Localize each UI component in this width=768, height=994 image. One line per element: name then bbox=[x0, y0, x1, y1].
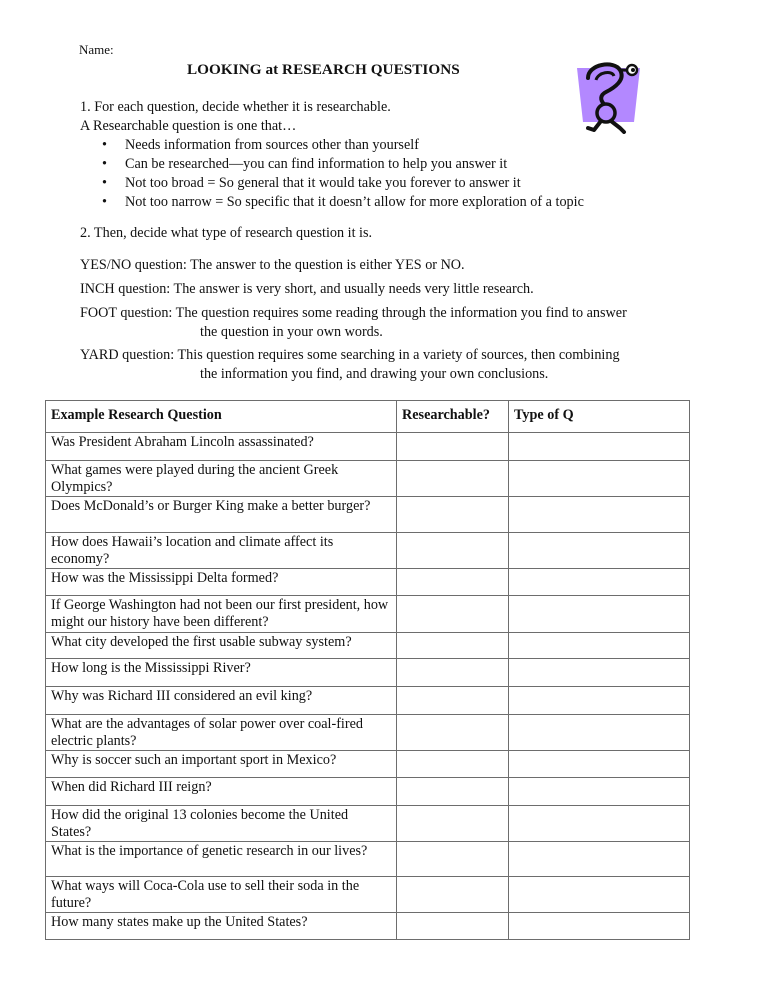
type-description: The answer to the question is either YES or NO. bbox=[190, 257, 465, 273]
researchable-answer-cell[interactable] bbox=[397, 497, 509, 533]
type-answer-cell[interactable] bbox=[509, 842, 690, 877]
type-answer-cell[interactable] bbox=[509, 497, 690, 533]
question-cell: When did Richard III reign? bbox=[46, 778, 397, 806]
list-item: • Needs information from sources other than yourself bbox=[102, 137, 419, 153]
question-cell: Why was Richard III considered an evil king? bbox=[46, 687, 397, 715]
bullet-icon: • bbox=[102, 194, 107, 210]
column-header-question: Example Research Question bbox=[46, 401, 397, 433]
type-label: YARD question: bbox=[80, 347, 175, 363]
table-row bbox=[46, 778, 690, 806]
type-definition-inch bbox=[80, 280, 680, 299]
type-label: INCH question: bbox=[80, 281, 171, 297]
bullet-icon: • bbox=[102, 156, 107, 172]
question-cell: Does McDonald’s or Burger King make a better burger? bbox=[46, 497, 397, 533]
researchable-answer-cell[interactable] bbox=[397, 806, 509, 842]
type-answer-cell[interactable] bbox=[509, 659, 690, 687]
table-row bbox=[46, 687, 690, 715]
question-cell: What games were played during the ancient Greek Olympics? bbox=[46, 461, 397, 497]
researchable-answer-cell[interactable] bbox=[397, 633, 509, 659]
table-row bbox=[46, 569, 690, 596]
list-item: • Not too broad = So general that it would take you forever to answer it bbox=[102, 175, 521, 191]
list-item: • Not too narrow = So specific that it doesn’t allow for more exploration of a topic bbox=[102, 194, 584, 210]
table-row bbox=[46, 806, 690, 842]
type-answer-cell[interactable] bbox=[509, 687, 690, 715]
researchable-answer-cell[interactable] bbox=[397, 751, 509, 778]
table-row bbox=[46, 497, 690, 533]
type-answer-cell[interactable] bbox=[509, 569, 690, 596]
researchable-answer-cell[interactable] bbox=[397, 842, 509, 877]
type-answer-cell[interactable] bbox=[509, 715, 690, 751]
question-cell: Why is soccer such an important sport in Mexico? bbox=[46, 751, 397, 778]
question-cell: How was the Mississippi Delta formed? bbox=[46, 569, 397, 596]
type-answer-cell[interactable] bbox=[509, 461, 690, 497]
type-description: The answer is very short, and usually needs very little research. bbox=[173, 281, 534, 297]
bullet-icon: • bbox=[102, 175, 107, 191]
type-answer-cell[interactable] bbox=[509, 433, 690, 461]
researchable-answer-cell[interactable] bbox=[397, 533, 509, 569]
table-row bbox=[46, 913, 690, 940]
question-cell: How many states make up the United States? bbox=[46, 913, 397, 940]
researchable-answer-cell[interactable] bbox=[397, 461, 509, 497]
table-row bbox=[46, 751, 690, 778]
question-mark-character-icon bbox=[574, 58, 644, 134]
type-description: This question requires some searching in a variety of sources, then combining bbox=[177, 347, 620, 363]
question-cell: How does Hawaii’s location and climate affect its economy? bbox=[46, 533, 397, 569]
bullet-icon: • bbox=[102, 137, 107, 153]
question-cell: What are the advantages of solar power over coal-fired electric plants? bbox=[46, 715, 397, 751]
type-answer-cell[interactable] bbox=[509, 913, 690, 940]
type-answer-cell[interactable] bbox=[509, 751, 690, 778]
type-answer-cell[interactable] bbox=[509, 533, 690, 569]
type-answer-cell[interactable] bbox=[509, 633, 690, 659]
question-cell: If George Washington had not been our first president, how might our history have been different? bbox=[46, 596, 397, 633]
type-answer-cell[interactable] bbox=[509, 806, 690, 842]
researchable-answer-cell[interactable] bbox=[397, 877, 509, 913]
type-answer-cell[interactable] bbox=[509, 877, 690, 913]
step-1-text: 1. For each question, decide whether it is researchable. bbox=[80, 99, 391, 115]
table-header-row bbox=[46, 401, 690, 433]
table-row bbox=[46, 433, 690, 461]
name-label: Name: bbox=[79, 42, 114, 57]
type-answer-cell[interactable] bbox=[509, 596, 690, 633]
column-header-type: Type of Q bbox=[509, 401, 690, 433]
type-definition-yard bbox=[80, 346, 680, 384]
researchable-answer-cell[interactable] bbox=[397, 569, 509, 596]
type-definition-foot bbox=[80, 304, 680, 342]
research-questions-table bbox=[45, 400, 690, 940]
question-cell: Was President Abraham Lincoln assassinated? bbox=[46, 433, 397, 461]
step-2-text: 2. Then, decide what type of research question it is. bbox=[80, 225, 373, 241]
question-cell: What city developed the first usable subway system? bbox=[46, 633, 397, 659]
table-row bbox=[46, 842, 690, 877]
page-title: LOOKING at RESEARCH QUESTIONS bbox=[187, 61, 460, 78]
question-cell: What ways will Coca-Cola use to sell their soda in the future? bbox=[46, 877, 397, 913]
researchable-answer-cell[interactable] bbox=[397, 778, 509, 806]
researchable-answer-cell[interactable] bbox=[397, 913, 509, 940]
researchable-answer-cell[interactable] bbox=[397, 687, 509, 715]
type-description: The question requires some reading through the information you find to answer bbox=[175, 305, 627, 321]
table-row bbox=[46, 715, 690, 751]
researchable-answer-cell[interactable] bbox=[397, 596, 509, 633]
table-row bbox=[46, 533, 690, 569]
question-cell: How did the original 13 colonies become the United States? bbox=[46, 806, 397, 842]
type-definition-yes-no bbox=[80, 256, 680, 275]
researchable-intro: A Researchable question is one that… bbox=[80, 118, 297, 134]
type-description-continued: the information you find, and drawing your own conclusions. bbox=[200, 366, 549, 382]
type-label: FOOT question: bbox=[80, 305, 173, 321]
question-cell: What is the importance of genetic research in our lives? bbox=[46, 842, 397, 877]
type-label: YES/NO question: bbox=[80, 257, 187, 273]
table-row bbox=[46, 633, 690, 659]
list-item: • Can be researched—you can find information to help you answer it bbox=[102, 156, 508, 172]
table-row bbox=[46, 877, 690, 913]
column-header-researchable: Researchable? bbox=[397, 401, 509, 433]
type-answer-cell[interactable] bbox=[509, 778, 690, 806]
question-cell: How long is the Mississippi River? bbox=[46, 659, 397, 687]
table-row bbox=[46, 596, 690, 633]
type-description-continued: the question in your own words. bbox=[200, 324, 383, 340]
researchable-answer-cell[interactable] bbox=[397, 433, 509, 461]
table-row bbox=[46, 461, 690, 497]
researchable-answer-cell[interactable] bbox=[397, 659, 509, 687]
table-row bbox=[46, 659, 690, 687]
researchable-answer-cell[interactable] bbox=[397, 715, 509, 751]
